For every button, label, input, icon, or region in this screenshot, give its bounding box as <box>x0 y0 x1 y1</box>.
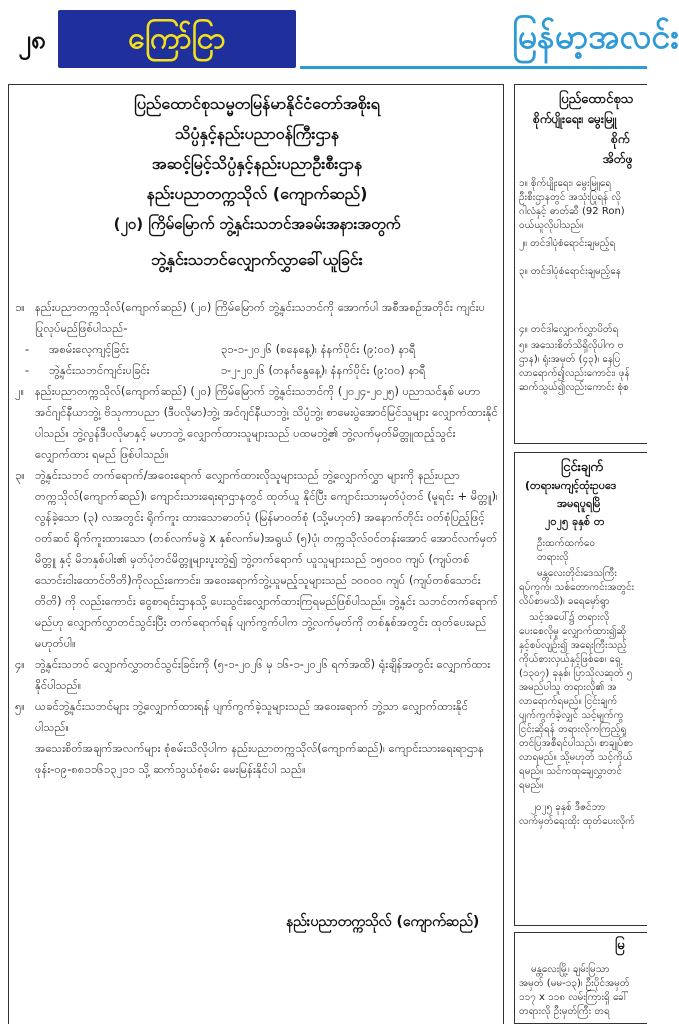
box-text-line: ၂၀၂၅ ခုနှစ် ဒီဇင်ဘာ <box>531 802 606 813</box>
schedule-value: ၁-၂-၂၀၂၆ (တနင်္ဂနွေနေ့)၊ နံနက်ပိုင်း (၉:၀၀) နာရီ <box>220 363 426 377</box>
notice-title-line: နည်းပညာတက္ကသိုလ် (ကျောက်ဆည်) <box>146 184 368 203</box>
box-text-line: ပေးစေလိုမှု လျှောက်ထား၍ဆို <box>519 626 627 637</box>
paragraph-5 <box>15 696 499 738</box>
box-heading: အမရပူရမြိ <box>557 497 601 510</box>
section-title: ကြော်ငြာ <box>128 21 226 56</box>
notice-body <box>15 297 499 780</box>
box-text-line: လက်မှတ်ရေးထိုး ထုတ်ပေးလိုက် <box>519 816 635 827</box>
paragraph-text: ဘွဲ့နှင်းသဘင် တက်ရောက်/အဝေးရောက် လျှောက်ထားလိုသူများသည် ဘွဲ့လျှောက်လွှာ များကို နည်းပညာတက္ကသိုလ်(ကျောက်ဆည်)၊ ကျောင်းသားရေးရာဌာနတွင် ထုတ်ယူ နိုင်ပြီး ကျောင်းသားမှတ်ပုံတင် (မူရင်း + မိတ္တူ)၊ လွန်ခဲ့သော (၃) လအတွင်း ရိုက်ကူး ထားသောဓာတ်ပုံ (မြန်မာဝတ်စုံ (သို့မဟုတ်) အနောက်တိုင်း ဝတ်စုံပြည့်ဖြင့် ဝတ်ဆင် ရိုက်ကူးထားသော (တစ်လက်မခွဲ x နှစ်လက်မ)အရွယ် (၅)ပုံ၊ တက္ကသိုလ်ဝင်တန်းအောင် အောင်လက်မှတ်မိတ္တူ နှင့် မိဘနှစ်ပါး၏ မှတ်ပုံတင်မိတ္တူများပူးတွဲ၍ ဘွဲ့တက်ရောက် ယူသူများသည် ၁၅၀၀၀ ကျပ် (ကျပ်တစ်သောင်းငါးထောင်တိတိ)ကိုလည်းကောင်း၊ အဝေးရောက်ဘွဲ့ယူမည့်သူများသည် ၁၀၀၀၀ ကျပ် (ကျပ်တစ်သောင်းတိတိ) ကို လည်းကောင်း ငွေစာရင်းဌာနသို့ ပေးသွင်းလျှောက်ထားကြရမည်ဖြစ်ပါသည်။ ဘွဲ့နှင်း သဘင်တက်ရောက်မည်ဟု လျှောက်လွှာတင်သွင်းပြီး တက်ရောက်ရန် ပျက်ကွက်ပါက ဘွဲ့လက်မှတ်ကို တစ်နှစ်အတွင်း ထုတ်ပေးမည်မဟုတ်ပါ။ <box>35 468 498 650</box>
paragraph-3 <box>15 465 499 654</box>
tender-notice-box <box>514 84 647 444</box>
third-notice-box <box>514 932 647 1024</box>
box-text-line: ၅။ အသေးစိတ်သိရှိလိုပါက ဗ <box>519 340 624 351</box>
box-text-line: ရမည်။ သင်ကထုချေလွှာတင် <box>519 766 623 777</box>
box-text-line: ၁။ စိုက်ပျိုးရေး၊ မွေးမြူရေ <box>519 178 612 189</box>
box-heading: ပြည်ထောင်စုသ <box>559 92 634 107</box>
notice-signature: နည်းပညာတက္ကသိုလ် (ကျောက်ဆည်) <box>286 914 480 930</box>
box-text-line: ကိုယ်စားလှယ်နှင့်ဖြစ်စေ၊ ရှေ့ <box>519 654 621 665</box>
paragraph-text: နည်းပညာတက္ကသိုလ်(ကျောက်ဆည်) (၂၀) ကြိမ်မြောက် ဘွဲ့နှင်းသဘင်ကို (၂၀၂၄-၂၀၂၅) ပညာသင်နှစ် မဟာအင်ဂျင်နီယာဘွဲ့၊ ဗိသုကာပညာ (ဒီပလိုမာ)ဘွဲ့၊ အင်ဂျင်နီယာဘွဲ့၊ သိပ္ပံဘွဲ့၊ စာမေးပွဲအောင်မြင်သူများ လျှောက်ထားနိုင်ပါသည်။ ဘွဲ့လွန်ဒီပလိုမာနှင့် မဟာဘွဲ့ လျှောက်ထားသူများသည် ပထမဘွဲ့၏ ဘွဲ့လက်မှတ်မိတ္တူထည့်သွင်း လျှောက်ထား ရမည် ဖြစ်ပါသည်။ <box>35 384 498 461</box>
newspaper-masthead: မြန်မာ့အလင်း <box>512 17 679 57</box>
box-text-line: တရားလို <box>537 552 569 563</box>
box-heading: ၂၀၂၅ ခုနှစ် တ <box>545 515 605 528</box>
paragraph-text: ဘွဲ့နှင်းသဘင် လျှောက်လွှာတင်သွင်းခြင်းကို (၅-၁-၂၀၂၆ မှ ၁၆-၁-၂၀၂၆ ရက်အထိ) ရုံးချိန်အတွင်း လျှောက်ထားနိုင်ပါသည်။ <box>35 657 491 692</box>
contact-note: အသေးစိတ်အချက်အလက်များ စုံစမ်းသိလိုပါက နည်းပညာတက္ကသိုလ်(ကျောက်ဆည်)၊ ကျောင်းသားရေးရာဌာန ဖုန်း-၀၉-၈၈၁၁၆၁၃၂၁၁ သို့ ဆက်သွယ်စုံစမ်း မေးမြန်းနိုင်ပါ သည်။ <box>35 741 484 776</box>
box-heading: (တရားမကျင့်ထုံးဥပဒေ <box>525 479 617 492</box>
court-summons-box <box>514 452 647 926</box>
schedule-row <box>15 360 499 381</box>
schedule-row <box>15 339 499 360</box>
schedule-dash: - <box>25 342 30 356</box>
schedule-dash: - <box>25 363 30 377</box>
paragraph-number: ၅။ <box>15 699 25 713</box>
box-text-line: လိပ်စာမသိ)၊ ခရေမှော်ရွာ <box>519 596 610 607</box>
notice-title-line: ဘွဲ့နှင်းသဘင်လျှောက်လွှာခေါ်ယူခြင်း <box>151 250 363 269</box>
paragraph-2 <box>15 381 499 465</box>
box-text-line: (၁၃၀၇) ခုနှစ်၊ ပြာသိုလဆုတ် ၅ <box>519 668 633 679</box>
notice-title-line: ပြည်ထောင်စုသမ္မတမြန်မာနိုင်ငံတော်အစိုးရ <box>134 94 380 113</box>
schedule-label: အစမ်းလေ့ကျင့်ခြင်း <box>49 342 129 356</box>
box-text-line: ရမည်။ <box>519 780 544 791</box>
box-text-line: ဝယ်ယူလိုပါသည်။ <box>519 220 584 231</box>
paragraph-number: ၁။ <box>15 300 25 314</box>
box-text-line: ၃။ တင်ဒါပုံစံရောင်းချမည့်နေ <box>519 266 621 277</box>
paragraph-4 <box>15 654 499 696</box>
box-text-line: ရပ်ကွက်၊ သစ်တောကင်းအတွင်း <box>519 582 635 593</box>
paragraph-number: ၄။ <box>15 657 25 671</box>
box-heading: စိုက် <box>611 132 630 146</box>
box-text-line: လာရောက်ရမည်။ ငြင်းချက် <box>519 696 618 707</box>
box-text-line: လာရောက်၍လည်းကောင်း၊ ဖုန် <box>519 368 630 379</box>
paragraph-number: ၂။ <box>15 384 25 398</box>
box-text-line: အမည်ပါသူ တရားလို၏ အ <box>519 682 617 693</box>
box-text-line: ပျက်ကွက်ခဲ့လျှင် သင့်မျက်ကွ <box>519 710 624 721</box>
schedule-value: ၃၁-၁-၂၀၂၆ (စနေနေ့)၊ နံနက်ပိုင်း (၉:၀၀) နာရီ <box>220 342 416 356</box>
box-text-line: ဌာန)၊ ရုံးအမှတ် (၄၃)၊ နေပြ <box>519 354 621 365</box>
notice-title-line: အဆင့်မြင့်သိပ္ပံနှင့်နည်းပညာဦးစီးဌာန <box>151 154 363 173</box>
notice-title-line: (၂၀) ကြိမ်မြောက် ဘွဲ့နှင်းသဘင်အခမ်းအနားအတွက် <box>113 215 401 233</box>
box-text-line: ဦးထက်ထက်ဝေ <box>537 538 596 549</box>
box-text-line: ငြင်းဆိုရန် တရားလိုကကြည့်ရှု <box>519 724 627 735</box>
box-heading: မြ <box>615 938 625 953</box>
box-text-line: ဆက်သွယ်၍လည်းကောင်း စုံစ <box>519 382 629 393</box>
box-text-line: အမှတ် (မမ-၁၃)၊ ဦးပိုင်အမှတ် <box>519 978 630 989</box>
box-text-line: မန္တလေးမြို့၊ ချမ်းမြသာ <box>531 964 610 975</box>
schedule-label: ဘွဲ့နှင်းသဘင်ကျင်းပခြင်း <box>49 363 150 377</box>
paragraph-text: ယခင်ဘွဲ့နှင်းသဘင်များ ဘွဲ့လျှောက်ထားရန် ပျက်ကွက်ခဲ့သူများသည် အဝေးရောက် ဘွဲ့သာ လျှောက်ထားနိုင်ပါသည်။ <box>35 699 469 734</box>
box-text-line: တင်ပြအစီရင်ပါသည်၊ စာချုပ်စာ <box>519 738 634 749</box>
paragraph-1 <box>15 297 499 339</box>
box-text-line: ၂။ တင်ဒါပုံစံရောင်းချမည့်ရ <box>519 238 616 249</box>
box-text-line: မန္တလေးတိုင်းဒေသကြီး <box>537 568 617 579</box>
notice-title-line: သိပ္ပံနှင့်နည်းပညာဝန်ကြီးဌာန <box>174 124 340 143</box>
box-text-line: တရားလို ဦးမှတ်ကြီး တရ <box>519 1006 610 1017</box>
paragraph-text: နည်းပညာတက္ကသိုလ်(ကျောက်ဆည်) (၂၀) ကြိမ်မြောက် ဘွဲ့နှင်းသဘင်ကို အောက်ပါ အစီအစဉ်အတိုင်း ကျင်းပပြုလုပ်မည်ဖြစ်ပါသည်- <box>35 300 486 335</box>
box-text-line: ၄။ တင်ဒါလျှောက်လွှာပိတ်ရ <box>519 324 619 335</box>
box-heading: အိတ်ဖွ <box>603 152 633 166</box>
box-text-line: သင့်အပေါ်၌ တရားလို <box>529 612 610 623</box>
paragraph-number: ၃။ <box>15 468 25 482</box>
box-heading: ငြင်းချက် <box>561 460 603 475</box>
university-notice <box>8 84 504 1024</box>
box-text-line: ဦးစီးဌာနတွင် အသုံးပြုရန် လို <box>519 192 621 203</box>
page-header <box>0 0 679 74</box>
box-text-line: လာရမည်။ သို့မဟုတ် သင့်ကိုယ် <box>519 752 633 763</box>
box-heading: စိုက်ပျိုးရေး၊ မွေးမြူ <box>533 112 617 126</box>
masthead-rule <box>300 66 647 69</box>
box-text-line: နှင့်စပ်လျဉ်း၍ အရေးကြီးသည့် <box>519 640 627 651</box>
box-text-line: ၁၁၇ x ၁၁၈ လမ်းကြားရှိ ခေါ် <box>519 992 629 1003</box>
section-band <box>58 10 296 68</box>
page-number: ၂၈ <box>18 25 46 55</box>
box-text-line: ဂါလံနှင့် ဓာတ်ဆီ (92 Ron) <box>519 206 625 217</box>
